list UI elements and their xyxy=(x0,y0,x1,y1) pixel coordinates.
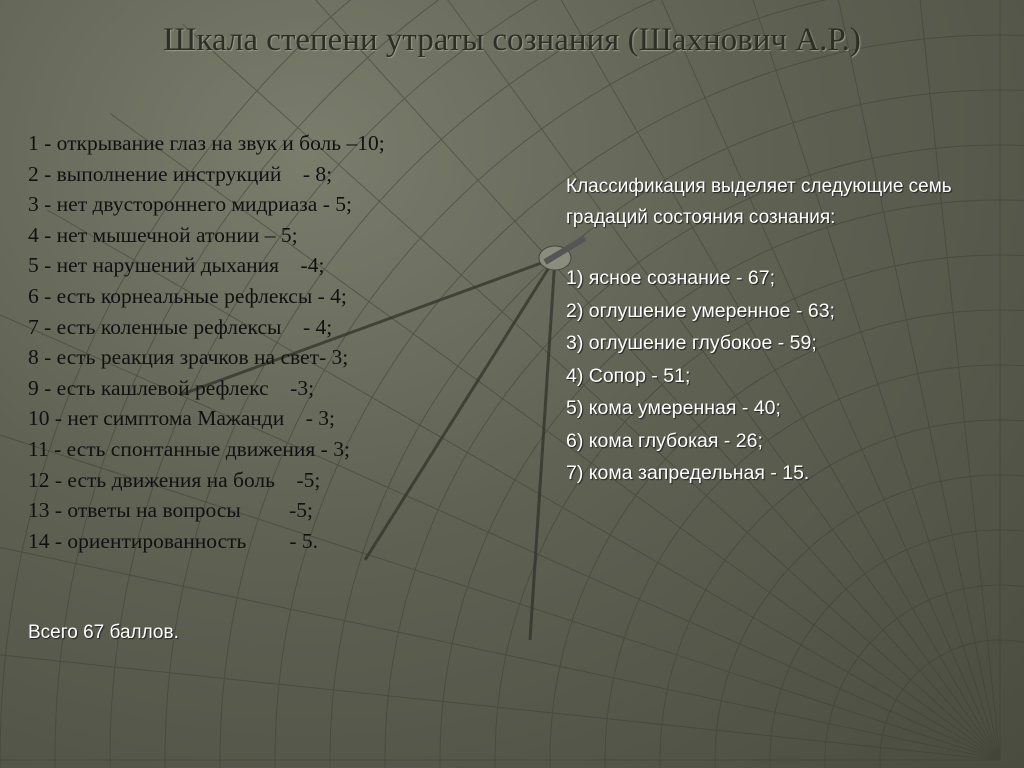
list-item: 11 - есть спонтанные движения - 3; xyxy=(28,436,350,461)
list-item: 6) кома глубокая - 26; xyxy=(566,429,763,452)
list-item: 4 - нет мышечной атонии – 5; xyxy=(28,222,298,247)
list-item: 9 - есть кашлевой рефлекс -3; xyxy=(28,375,315,400)
list-item: 12 - есть движения на боль -5; xyxy=(28,467,321,492)
total-score: Всего 67 баллов. xyxy=(28,622,179,643)
list-item: 3) оглушение глубокое - 59; xyxy=(566,332,817,354)
list-item: 6 - есть корнеальные рефлексы - 4; xyxy=(28,283,347,308)
list-item: 5 - нет нарушений дыхания -4; xyxy=(28,253,325,278)
list-item: 2) оглушение умеренное - 63; xyxy=(566,299,835,322)
list-item: 3 - нет двустороннего мидриаза - 5; xyxy=(28,192,352,217)
list-item: 4) Сопор - 51; xyxy=(566,364,691,387)
page-title: Шкала степени утраты сознания (Шахнович А.Р.) xyxy=(163,22,861,58)
list-item: 13 - ответы на вопросы -5; xyxy=(28,498,314,523)
list-item: 8 - есть реакция зрачков на свет- 3; xyxy=(28,345,349,370)
list-item: 7) кома запредельная - 15. xyxy=(566,462,810,484)
list-item: 2 - выполнение инструкций - 8; xyxy=(28,161,333,186)
list-item: 14 - ориентированность - 5. xyxy=(28,528,318,553)
list-item: 1 - открывание глаз на звук и боль –10; xyxy=(28,131,385,155)
grades-list xyxy=(566,262,835,490)
classification-intro: Классификация выделяет следующие семь градаций состояния сознания: xyxy=(566,176,952,228)
criteria-list xyxy=(28,128,385,556)
list-item: 1) ясное сознание - 67; xyxy=(566,267,776,289)
list-item: 10 - нет симптома Мажанди - 3; xyxy=(28,406,335,431)
list-item: 7 - есть коленные рефлексы - 4; xyxy=(28,314,333,339)
list-item: 5) кома умеренная - 40; xyxy=(566,397,781,419)
